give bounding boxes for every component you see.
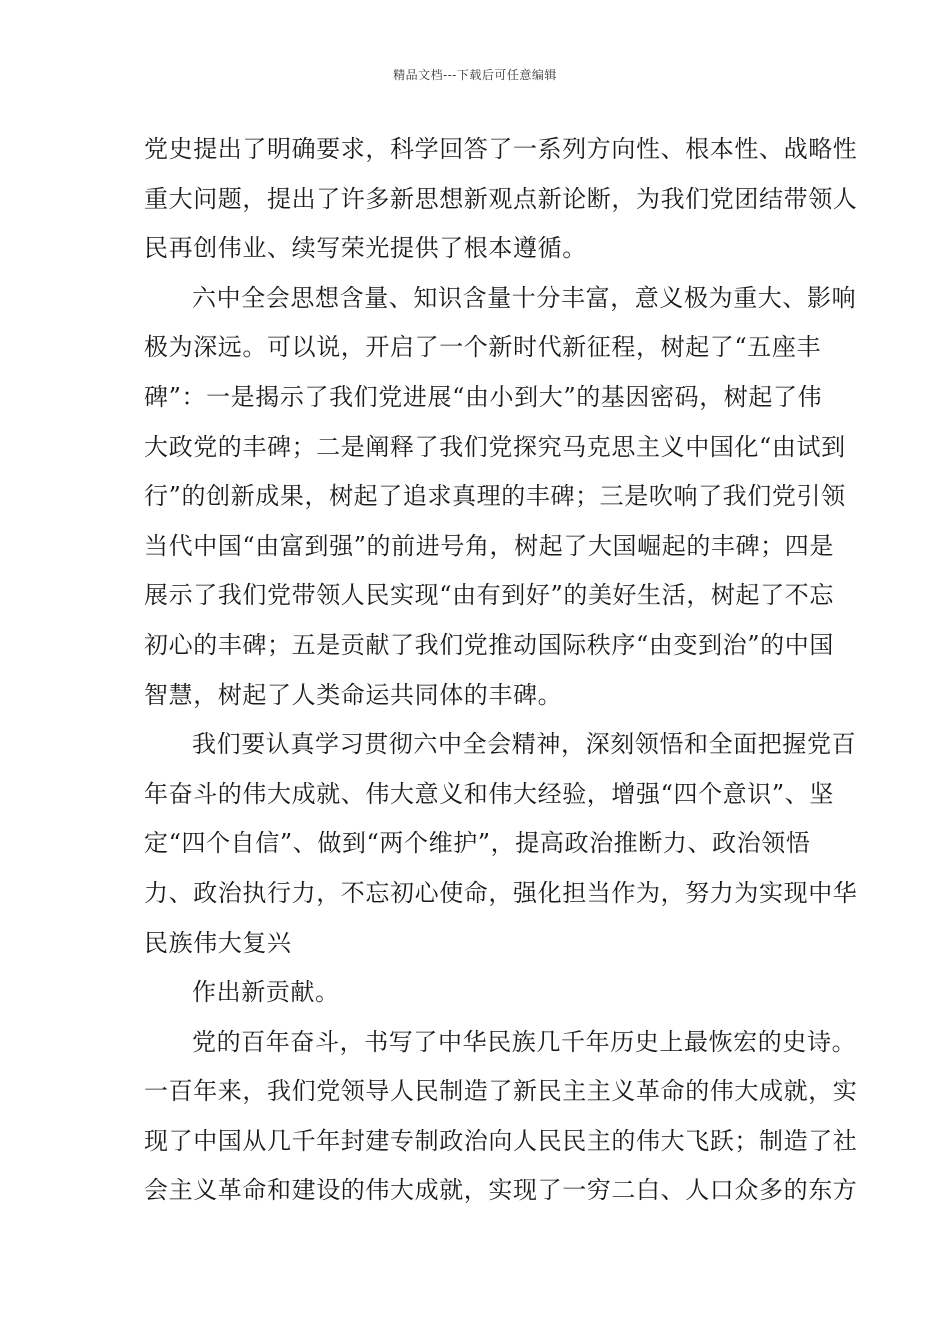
text-line: 当代中国“由富到强”的前进号角，树起了大国崛起的丰碑；四是 xyxy=(144,531,834,560)
text-line: 展示了我们党带领人民实现“由有到好”的美好生活，树起了不忘 xyxy=(144,581,834,610)
text-line: 行”的创新成果，树起了追求真理的丰碑；三是吹响了我们党引领 xyxy=(144,482,846,511)
text-line: 作出新贡献。 xyxy=(192,978,340,1007)
page-header: 精品文档---下载后可任意编辑 xyxy=(393,68,557,82)
text-line: 年奋斗的伟大成就、伟大意义和伟大经验，增强“四个意识”、坚 xyxy=(144,779,834,808)
text-line: 一百年来，我们党领导人民制造了新民主主义革命的伟大成就，实 xyxy=(144,1077,858,1106)
text-line: 六中全会思想含量、知识含量十分丰富，意义极为重大、影响 xyxy=(192,283,857,312)
document-body xyxy=(144,125,858,1216)
text-line: 重大问题，提出了许多新思想新观点新论断，为我们党团结带领人 xyxy=(144,184,858,213)
text-line: 民族伟大复兴 xyxy=(144,928,292,957)
text-line: 大政党的丰碑；二是阐释了我们党探究马克思主义中国化“由试到 xyxy=(144,432,846,461)
text-line: 定“四个自信”、做到“两个维护”，提高政治推断力、政治领悟 xyxy=(144,829,811,858)
text-line: 碑”：一是揭示了我们党进展“由小到大”的基因密码，树起了伟 xyxy=(144,382,823,411)
text-line: 现了中国从几千年封建专制政治向人民民主的伟大飞跃；制造了社 xyxy=(144,1126,858,1155)
text-line: 党史提出了明确要求，科学回答了一系列方向性、根本性、战略性 xyxy=(144,135,858,163)
text-line: 党的百年奋斗，书写了中华民族几千年历史上最恢宏的史诗。 xyxy=(192,1027,857,1056)
text-line: 我们要认真学习贯彻六中全会精神，深刻领悟和全面把握党百 xyxy=(192,730,857,759)
text-line: 力、政治执行力，不忘初心使命，强化担当作为，努力为实现中华 xyxy=(144,878,858,907)
text-line: 会主义革命和建设的伟大成就，实现了一穷二白、人口众多的东方 xyxy=(144,1176,858,1205)
text-line: 初心的丰碑；五是贡献了我们党推动国际秩序“由变到治”的中国 xyxy=(144,630,834,659)
text-line: 民再创伟业、续写荣光提供了根本遵循。 xyxy=(144,234,587,263)
text-line: 智慧，树起了人类命运共同体的丰碑。 xyxy=(144,680,563,709)
text-line: 极为深远。可以说，开启了一个新时代新征程，树起了“五座丰 xyxy=(144,333,822,362)
